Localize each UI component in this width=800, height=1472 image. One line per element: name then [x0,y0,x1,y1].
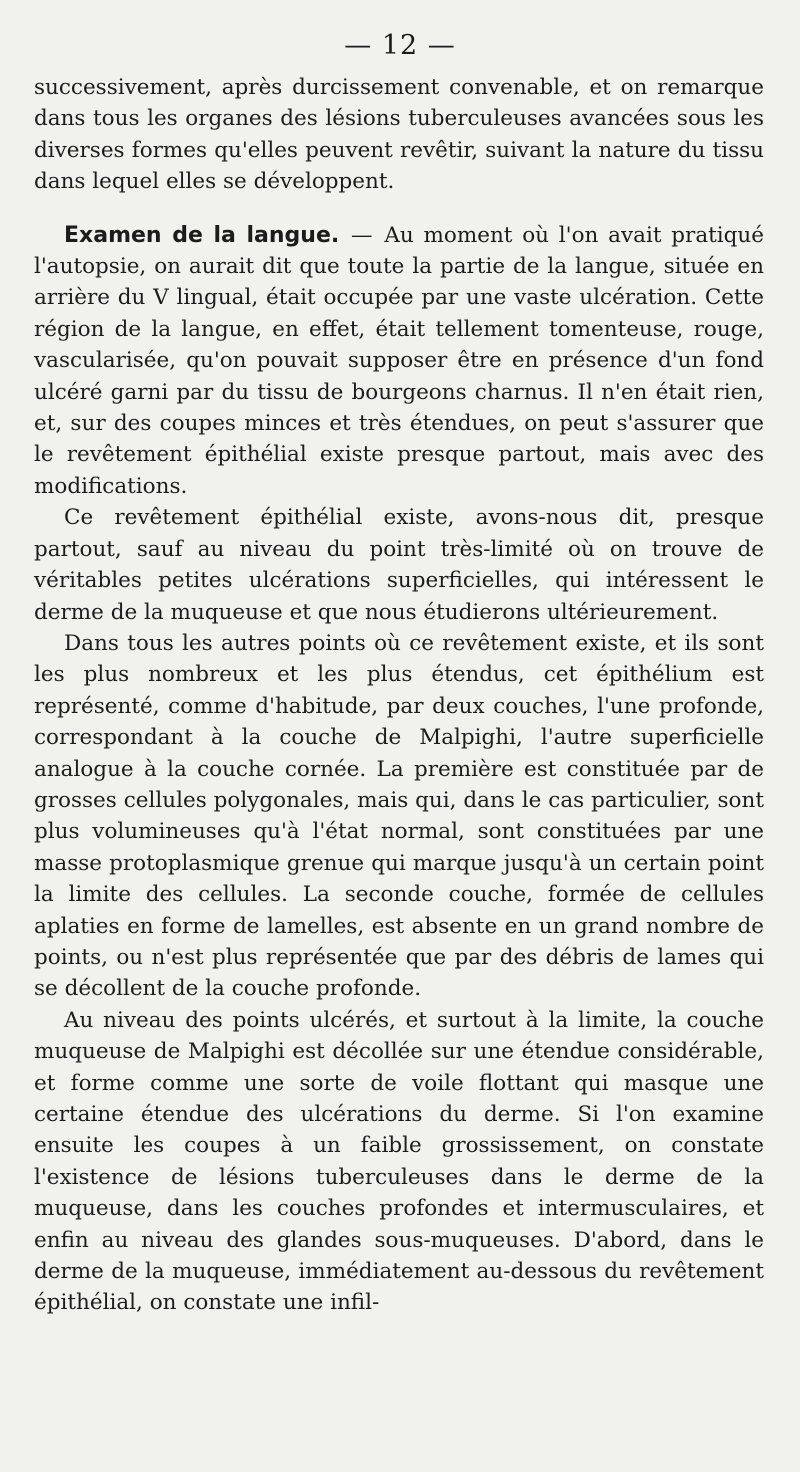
paragraph-examen-langue [34,220,764,503]
paragraph-text: Au moment où l'on avait pratiqué l'autopsie, on aurait dit que toute la partie de la langue, située en arrière du V lingual, était occupée par une vaste ulcération. Cette région de la langue, en effet, était tellement tomenteuse, rouge, vascularisée, qu'on pouvait supposer être en présence d'un fond ulcéré garni par du tissu de bourgeons charnus. Il n'en était rien, et, sur des coupes minces et très étendues, on peut s'assurer que le revêtement épithélial existe presque partout, mais avec des modifications. [34,222,764,499]
paragraph-text: Ce revêtement épithélial existe, avons-nous dit, presque partout, sauf au niveau du point très-limité où on trouve de véritables petites ulcérations superficielles, qui intéressent le derme de la muqueuse et que nous étudierons ultérieurement. [34,505,764,625]
paragraph-revetement [34,502,764,628]
paragraph-text: successivement, après durcissement convenable, et on remarque dans tous les organes des lésions tuberculeuses avancées sous les diverses formes qu'elles peuvent revêtir, suivant la nature du tissu dans lequel elles se développent. [34,75,764,195]
paragraph-text: Dans tous les autres points où ce revêtement existe, et ils sont les plus nombreux et les plus étendus, cet épithélium est représenté, comme d'habitude, par deux couches, l'une profonde, correspondant à la couche de Malpighi, l'autre superficielle analogue à la couche cornée. La première est constituée par de grosses cellules polygonales, mais qui, dans le cas particulier, sont plus volumineuses qu'à l'état normal, sont constituées par une masse protoplasmique grenue qui marque jusqu'à un certain point la limite des cellules. La seconde couche, formée de cellules aplaties en forme de lamelles, est absente en un grand nombre de points, ou n'est plus représentée que par des débris de lames qui se décollent de la couche profonde. [34,630,764,1002]
paragraph-autres-points [34,628,764,1005]
heading-dash: — [351,222,373,248]
body-text [34,72,764,1319]
section-heading: Examen de la langue. [64,222,340,248]
paragraph-points-ulceres [34,1005,764,1319]
paragraph-continuation [34,72,764,198]
page-number: — 12 — [344,30,456,61]
paragraph-text: Au niveau des points ulcérés, et surtout à la limite, la couche muqueuse de Malpighi est décollée sur une étendue considérable, et forme comme une sorte de voile flottant qui masque une certaine étendue des ulcérations du derme. Si l'on examine ensuite les coupes à un faible grossissement, on constate l'existence de lésions tuberculeuses dans le derme de la muqueuse, dans les couches profondes et intermusculaires, et enfin au niveau des glandes sous-muqueuses. D'abord, dans le derme de la muqueuse, immédiatement au-dessous du revêtement épithélial, on constate une infil- [34,1007,764,1316]
